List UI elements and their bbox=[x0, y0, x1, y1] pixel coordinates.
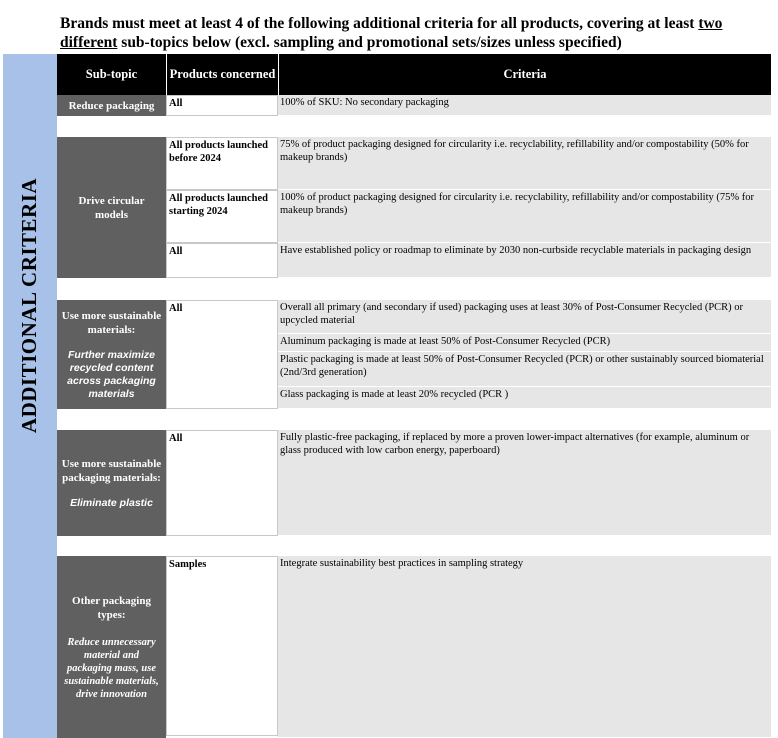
criteria-cell: Aluminum packaging is made at least 50% of Post-Consumer Recycled (PCR) bbox=[278, 334, 771, 352]
subtopic-label: Other packaging types: bbox=[72, 594, 151, 621]
subtopic-emphasis: Further maximize recycled content across packaging materials bbox=[67, 348, 156, 400]
subtopic-eliminate-plastic bbox=[57, 430, 166, 536]
title-text-start: Brands must meet at least 4 of the following additional criteria for all products, covering at least bbox=[60, 15, 699, 32]
side-label-band bbox=[3, 54, 57, 556]
title-underlined: two different bbox=[60, 15, 723, 51]
product-cell: All bbox=[166, 243, 278, 278]
criteria-cell: Integrate sustainability best practices in sampling strategy bbox=[278, 556, 771, 738]
subtopic-emphasis: Reduce unnecessary material and packaging mass, use sustainable materials, drive innovation bbox=[64, 636, 159, 700]
subtopic-label: Use more sustainable materials: bbox=[61, 309, 162, 336]
subtopic-label: Drive circular models bbox=[78, 194, 145, 221]
subtopic-emphasis: Eliminate plastic bbox=[70, 496, 153, 509]
subtopic-label: Use more sustainable packaging materials: bbox=[61, 457, 162, 484]
criteria-cell: 75% of product packaging designed for circularity i.e. recyclability, refillability and/or compostability (50% for makeup brands) bbox=[278, 137, 771, 190]
criteria-cell: Have established policy or roadmap to eliminate by 2030 non-curbside recyclable materials in packaging design bbox=[278, 243, 771, 278]
criteria-cell: Overall all primary (and secondary if used) packaging uses at least 30% of Post-Consumer Recycled (PCR) or upcycled material bbox=[278, 300, 771, 334]
criteria-cell: Fully plastic-free packaging, if replaced by more a proven lower-impact alternatives (for example, aluminum or glass produced with low carbon energy, paperboard) bbox=[278, 430, 771, 536]
subtopic-sustainable-materials bbox=[57, 300, 166, 409]
product-cell: Samples bbox=[166, 556, 278, 736]
product-cell: All products launched starting 2024 bbox=[166, 190, 278, 243]
criteria-cell: 100% of product packaging designed for circularity i.e. recyclability, refillability and/or compostability (75% for makeup brands) bbox=[278, 190, 771, 243]
header-subtopic: Sub-topic bbox=[57, 54, 166, 95]
page-title bbox=[60, 14, 760, 52]
subtopic-drive-circular-models bbox=[57, 137, 166, 278]
subtopic-label: Reduce packaging bbox=[68, 99, 155, 112]
subtopic-other-packaging bbox=[57, 556, 166, 738]
product-cell: All products launched before 2024 bbox=[166, 137, 278, 190]
subtopic-reduce-packaging bbox=[57, 95, 166, 116]
title-text-end: sub-topics below (excl. sampling and promotional sets/sizes unless specified) bbox=[117, 34, 622, 51]
criteria-cell: 100% of SKU: No secondary packaging bbox=[278, 95, 771, 116]
product-cell: All bbox=[166, 430, 278, 536]
side-label: ADDITIONAL CRITERIA bbox=[17, 177, 42, 433]
product-cell: All bbox=[166, 95, 278, 116]
header-products: Products concerned bbox=[166, 54, 278, 95]
criteria-cell: Glass packaging is made at least 20% recycled (PCR ) bbox=[278, 387, 771, 409]
product-cell: All bbox=[166, 300, 278, 409]
side-band-lower bbox=[3, 556, 57, 738]
criteria-cell: Plastic packaging is made at least 50% of Post-Consumer Recycled (PCR) or other sustainably sourced biomaterial (2nd/3rd generation) bbox=[278, 352, 771, 387]
header-criteria: Criteria bbox=[278, 54, 771, 95]
